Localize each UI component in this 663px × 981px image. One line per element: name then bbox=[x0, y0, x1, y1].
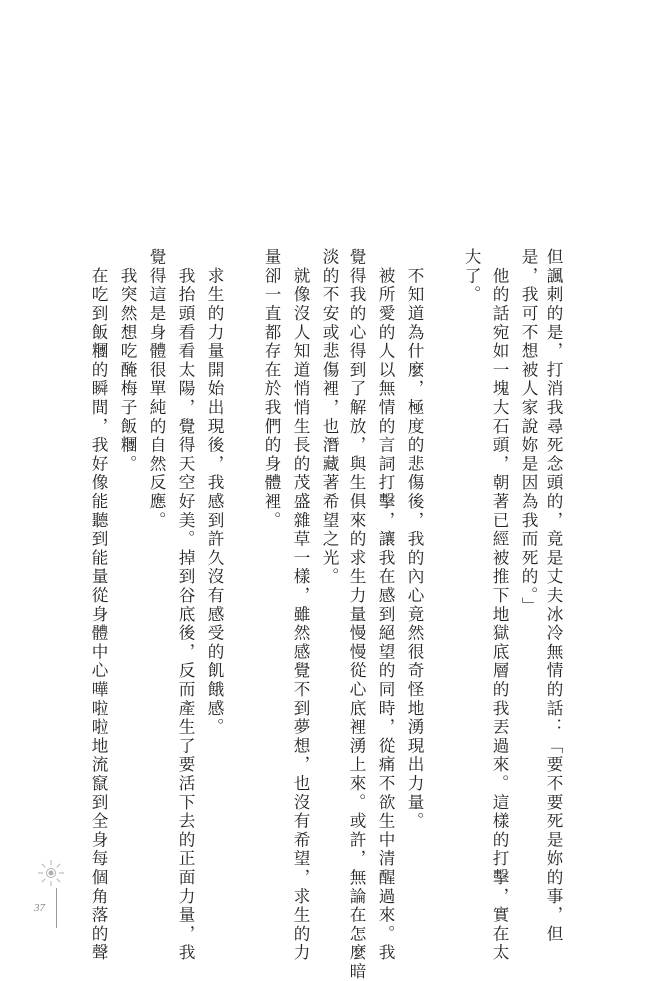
text-column: 大了。 bbox=[462, 248, 481, 305]
text-column: 是，我可不想被人家說妳是因為我而死的。」 bbox=[519, 248, 538, 616]
text-column: 不知道為什麼，極度的悲傷後，我的內心竟然很奇怪地湧現出力量。 bbox=[405, 248, 424, 831]
text-column: 我抬頭看看太陽，覺得天空好美。掉到谷底後，反而產生了要活下去的正面力量，我 bbox=[176, 248, 195, 963]
text-column: 淡的不安或悲傷裡，也潛藏著希望之光。 bbox=[320, 248, 339, 587]
text-column: 覺得我的心得到了解放，與生俱來的求生力量慢慢從心底裡湧上來。或許，無論在怎麼暗 bbox=[347, 248, 366, 981]
text-column: 在吃到飯糰的瞬間，我好像能聽到能量從身體中心嘩啦啦地流竄到全身每個角落的聲 bbox=[89, 248, 108, 963]
text-column: 被所愛的人以無情的言詞打擊，讓我在感到絕望的同時，從痛不欲生中清醒過來。我 bbox=[376, 248, 395, 963]
text-column: 求生的力量開始出現後，我感到許久沒有感受的飢餓感。 bbox=[205, 248, 224, 737]
text-column: 我突然想吃醃梅子飯糰。 bbox=[118, 248, 137, 474]
folio-divider bbox=[56, 888, 57, 928]
text-column: 量卻一直都存在於我們的身體裡。 bbox=[262, 248, 281, 530]
page-number: 37 bbox=[34, 902, 45, 914]
text-column: 就像沒人知道悄悄生長的茂盛雜草一樣，雖然感覺不到夢想，也沒有希望，求生的力 bbox=[291, 248, 310, 963]
text-column: 覺得這是身體很單純的自然反應。 bbox=[147, 248, 166, 530]
text-column: 但諷刺的是，打消我尋死念頭的，竟是丈夫冰冷無情的話：「要不要死是妳的事，但 bbox=[544, 248, 563, 944]
sun-ornament-icon bbox=[36, 858, 66, 888]
text-column: 他的話宛如一塊大石頭，朝著已經被推下地獄底層的我丟過來。這樣的打擊，實在太 bbox=[490, 248, 509, 963]
